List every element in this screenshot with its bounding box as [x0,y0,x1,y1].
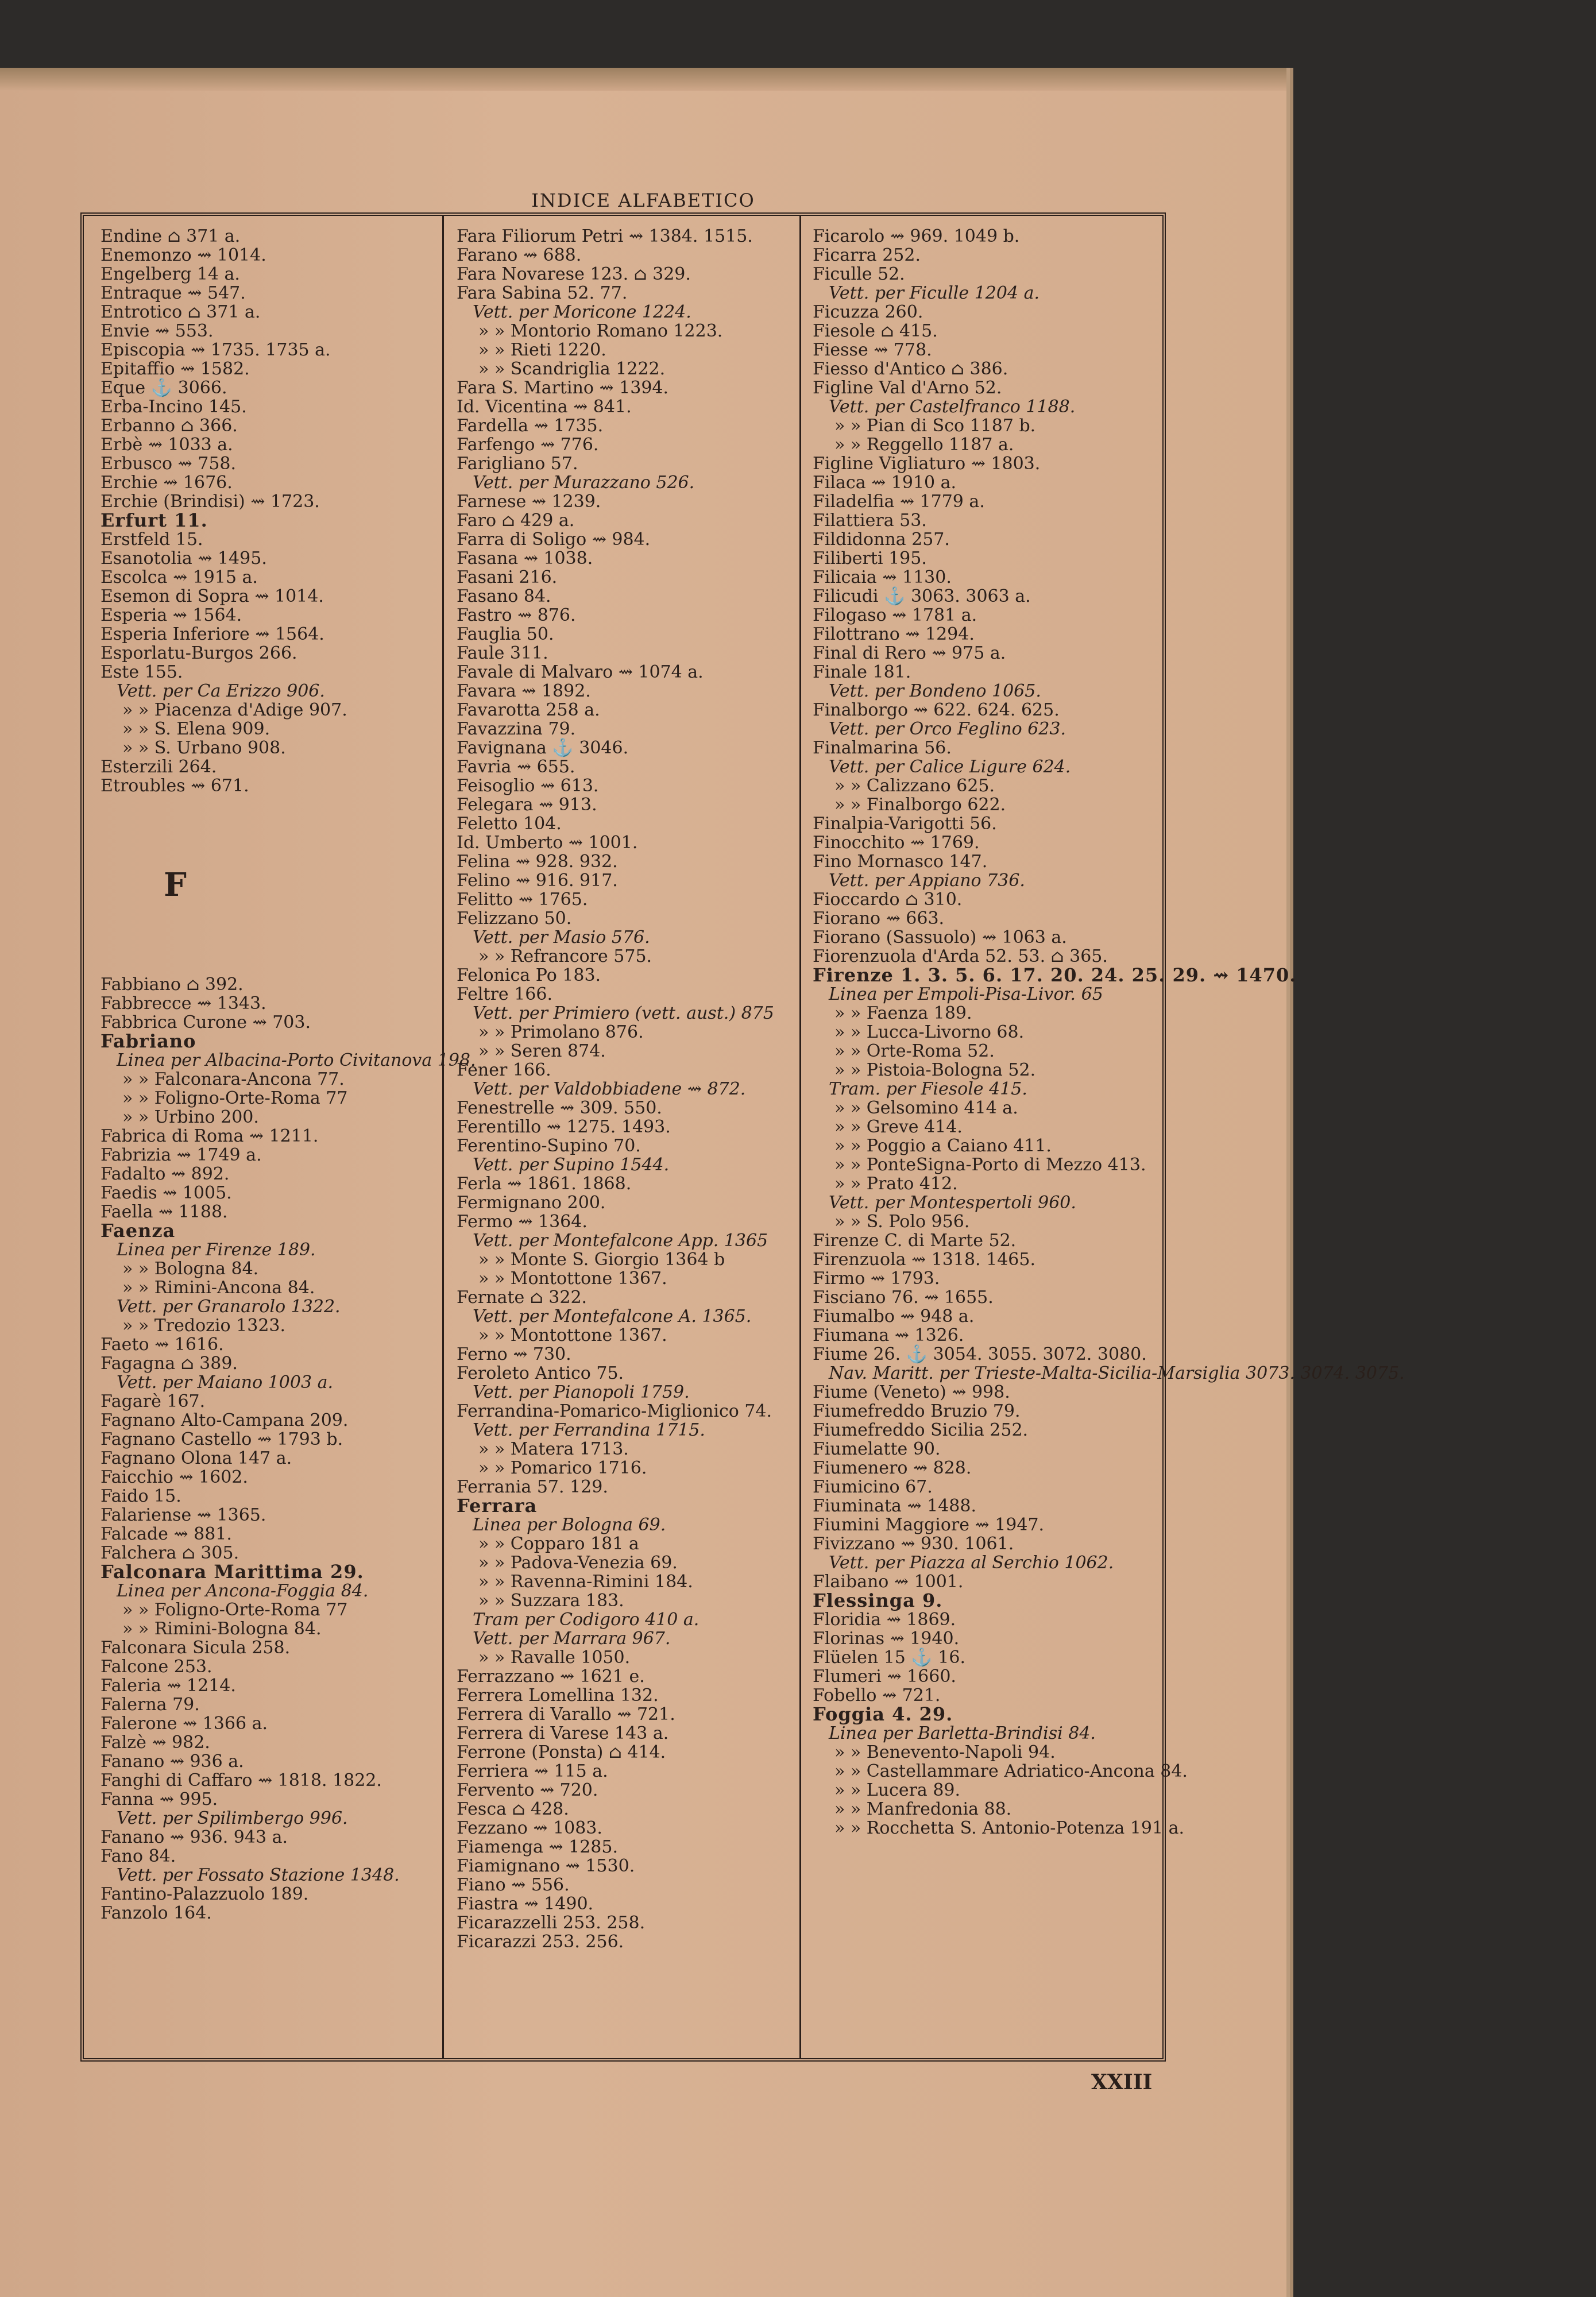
index-entry: Fermignano 200. [457,1193,606,1213]
index-entry: Ferrera Lomellina 132. [457,1685,659,1706]
index-entry: Falerna 79. [101,1695,200,1715]
index-entry: Felitto ⇝ 1765. [457,890,588,910]
index-entry: » » Rieti 1220. [478,340,606,360]
index-entry: Falchera ⌂ 305. [101,1543,239,1563]
index-entry: Eque ⚓ 3066. [101,378,227,398]
index-entry: Fastro ⇝ 876. [457,605,576,625]
index-entry: Figline Vigliaturo ⇝ 1803. [813,454,1041,474]
index-entry: Falconara Marittima 29. [101,1561,364,1583]
index-entry: Felino ⇝ 916. 917. [457,871,618,891]
index-entry: Ferla ⇝ 1861. 1868. [457,1174,632,1194]
index-entry: » » Tredozio 1323. [122,1316,286,1336]
index-entry: Feisoglio ⇝ 613. [457,776,599,796]
index-entry: Filottrano ⇝ 1294. [813,624,975,644]
index-entry: Ferrania 57. 129. [457,1477,608,1497]
index-entry: Favarotta 258 a. [457,700,600,720]
index-entry: Felegara ⇝ 913. [457,795,597,815]
index-entry: Finalpia-Varigotti 56. [813,814,997,834]
index-entry: Favria ⇝ 655. [457,757,575,777]
index-entry: Farnese ⇝ 1239. [457,492,601,512]
index-entry: Favignana ⚓ 3046. [457,738,629,758]
index-entry: Esterzili 264. [101,757,217,777]
index-entry: Vett. per Montefalcone App. 1365 [473,1231,768,1251]
index-entry: Finocchito ⇝ 1769. [813,833,980,853]
index-entry: Linea per Barletta-Brindisi 84. [829,1723,1096,1743]
index-entry: Envie ⇝ 553. [101,321,214,341]
index-entry: Engelberg 14 a. [101,264,240,284]
index-entry: Fiumelatte 90. [813,1439,941,1459]
index-entry: Fanzolo 164. [101,1903,212,1923]
index-entry: Erchie ⇝ 1676. [101,473,233,493]
index-entry: Feroleto Antico 75. [457,1363,624,1383]
index-entry: » » Ravenna-Rimini 184. [478,1572,693,1592]
index-entry: » » Reggello 1187 a. [834,435,1014,455]
index-entry: Ferrone (Ponsta) ⌂ 414. [457,1742,666,1762]
index-entry: Fiesso d'Antico ⌂ 386. [813,359,1008,379]
index-entry: Fezzano ⇝ 1083. [457,1818,602,1838]
index-entry: Fabrica di Roma ⇝ 1211. [101,1126,319,1146]
index-entry: » » S. Elena 909. [122,719,270,739]
index-entry: Ficarazzelli 253. 258. [457,1913,646,1933]
index-entry: » » Seren 874. [478,1041,606,1061]
index-entry: » » Urbino 200. [122,1107,259,1127]
index-entry: Fivizzano ⇝ 930. 1061. [813,1534,1014,1554]
index-entry: Linea per Bologna 69. [473,1515,666,1535]
index-entry: Filogaso ⇝ 1781 a. [813,605,977,625]
index-entry: Fiumenero ⇝ 828. [813,1458,972,1478]
index-entry: Episcopia ⇝ 1735. 1735 a. [101,340,331,360]
index-entry: » » Scandriglia 1222. [478,359,666,379]
index-entry: » » Matera 1713. [478,1439,629,1459]
index-entry: Vett. per Ficulle 1204 a. [829,283,1040,303]
index-entry: Flüelen 15 ⚓ 16. [813,1648,966,1668]
index-entry: Ficarra 252. [813,245,921,265]
index-entry: Favale di Malvaro ⇝ 1074 a. [457,662,704,682]
index-entry: Fanghi di Caffaro ⇝ 1818. 1822. [101,1770,382,1791]
index-entry: Fesca ⌂ 428. [457,1799,569,1819]
index-entry: Falconara Sicula 258. [101,1638,291,1658]
index-entry: Filicudi ⚓ 3063. 3063 a. [813,586,1031,606]
index-entry: Ficuzza 260. [813,302,923,322]
index-entry: Esperia ⇝ 1564. [101,605,242,625]
index-entry: Fioccardo ⌂ 310. [813,890,963,910]
index-entry: Vett. per Bondeno 1065. [829,681,1041,701]
index-entry: Vett. per Primiero (vett. aust.) 875 [473,1003,774,1023]
index-entry: Fanano ⇝ 936. 943 a. [101,1827,288,1847]
index-entry: Fiumicino 67. [813,1477,933,1497]
index-entry: » » Refrancore 575. [478,946,652,966]
index-entry: Fara Novarese 123. ⌂ 329. [457,264,691,284]
index-entry: Fiamignano ⇝ 1530. [457,1856,635,1876]
index-entry: Erbusco ⇝ 758. [101,454,237,474]
index-entry: Vett. per Piazza al Serchio 1062. [829,1553,1114,1573]
index-entry: Fasani 216. [457,567,558,587]
index-entry: Finalmarina 56. [813,738,952,758]
index-entry: Felizzano 50. [457,908,572,929]
index-entry: Ficulle 52. [813,264,905,284]
index-entry: Faido 15. [101,1486,181,1506]
index-entry: Enemonzo ⇝ 1014. [101,245,266,265]
index-entry: Etroubles ⇝ 671. [101,776,249,796]
index-entry: Fenestrelle ⇝ 309. 550. [457,1098,662,1118]
index-entry: Linea per Empoli-Pisa-Livor. 65 [829,984,1103,1004]
index-entry: Falerone ⇝ 1366 a. [101,1714,268,1734]
page-top-edge [0,68,1286,91]
index-entry: Faenza [101,1220,176,1242]
index-entry: » » Rimini-Bologna 84. [122,1619,322,1639]
index-entry: Fiumana ⇝ 1326. [813,1325,964,1345]
index-entry: Favara ⇝ 1892. [457,681,591,701]
index-entry: » » Benevento-Napoli 94. [834,1742,1056,1762]
index-entry: Ferentino-Supino 70. [457,1136,641,1156]
index-entry: » » Orte-Roma 52. [834,1041,995,1061]
index-entry: Fisciano 76. ⇝ 1655. [813,1287,994,1308]
index-entry: Fabriano [101,1030,196,1052]
section-letter: F [164,866,187,904]
index-entry: Farigliano 57. [457,454,578,474]
index-entry: » » Suzzara 183. [478,1591,624,1611]
index-entry: Esemon di Sopra ⇝ 1014. [101,586,324,606]
index-entry: Fiorano ⇝ 663. [813,908,945,929]
index-entry: Ferno ⇝ 730. [457,1344,571,1364]
index-entry: Falcone 253. [101,1657,212,1677]
index-entry: Vett. per Valdobbiadene ⇝ 872. [473,1079,746,1099]
index-entry: Fermo ⇝ 1364. [457,1212,588,1232]
index-entry: Faleria ⇝ 1214. [101,1676,236,1696]
index-entry: Vett. per Orco Feglino 623. [829,719,1066,739]
index-entry: » » Pomarico 1716. [478,1458,647,1478]
index-entry: Entraque ⇝ 547. [101,283,246,303]
index-column-2 [457,227,801,2053]
index-entry: Fiumini Maggiore ⇝ 1947. [813,1515,1045,1535]
index-entry: Vett. per Pianopoli 1759. [473,1382,690,1402]
index-entry: Fasana ⇝ 1038. [457,548,593,569]
index-entry: Vett. per Ferrandina 1715. [473,1420,705,1440]
index-entry: Fanano ⇝ 936 a. [101,1751,244,1772]
index-entry: Vett. per Moricone 1224. [473,302,691,322]
index-entry: Vett. per Supino 1544. [473,1155,670,1175]
index-entry: Ficarolo ⇝ 969. 1049 b. [813,226,1020,246]
index-entry: Farano ⇝ 688. [457,245,582,265]
index-entry: Tram. per Fiesole 415. [829,1079,1027,1099]
index-entry: » » Bologna 84. [122,1259,259,1279]
index-entry: Erbè ⇝ 1033 a. [101,435,233,455]
index-entry: Fino Mornasco 147. [813,852,988,872]
index-entry: » » Greve 414. [834,1117,963,1137]
index-entry: Fantino-Palazzuolo 189. [101,1884,309,1904]
index-entry: » » Lucca-Livorno 68. [834,1022,1025,1042]
index-entry: Linea per Ancona-Foggia 84. [117,1581,369,1601]
index-entry: Erfurt 11. [101,509,208,531]
index-entry: » » Faenza 189. [834,1003,972,1023]
index-entry: Vett. per Granarolo 1322. [117,1297,341,1317]
index-entry: » » Ravalle 1050. [478,1648,631,1668]
index-entry: Fervento ⇝ 720. [457,1780,598,1800]
index-entry: » » Foligno-Orte-Roma 77 [122,1088,348,1108]
index-entry: Fagnano Alto-Campana 209. [101,1410,349,1430]
index-entry: Fiuminata ⇝ 1488. [813,1496,977,1516]
index-entry: Flessinga 9. [813,1590,943,1611]
page-number: XXIII [1091,2070,1153,2094]
index-entry: Fiumefreddo Bruzio 79. [813,1401,1021,1421]
index-entry: Fasano 84. [457,586,551,606]
index-entry: » » Monte S. Giorgio 1364 b [478,1250,725,1270]
index-entry: Ferrandina-Pomarico-Miglionico 74. [457,1401,772,1421]
index-entry: Fara S. Martino ⇝ 1394. [457,378,669,398]
index-entry: Ferrazzano ⇝ 1621 e. [457,1666,645,1687]
index-entry: » » Poggio a Caiano 411. [834,1136,1052,1156]
index-entry: Fiesse ⇝ 778. [813,340,932,360]
index-entry: Vett. per Ca Erizzo 906. [117,681,325,701]
index-entry: Fadalto ⇝ 892. [101,1164,230,1184]
index-entry: Ficarazzi 253. 256. [457,1932,624,1952]
index-entry: Filicaia ⇝ 1130. [813,567,952,587]
index-entry: Foggia 4. 29. [813,1703,953,1725]
index-entry: Firenze C. di Marte 52. [813,1231,1017,1251]
index-entry: Vett. per Murazzano 526. [473,473,695,493]
index-entry: Final di Rero ⇝ 975 a. [813,643,1006,663]
index-entry: Fiumalbo ⇝ 948 a. [813,1306,975,1327]
index-entry: Fiorano (Sassuolo) ⇝ 1063 a. [813,927,1067,948]
index-column-3 [813,226,1405,2053]
index-entry: Farfengo ⇝ 776. [457,435,599,455]
index-entry: Fanna ⇝ 995. [101,1789,218,1809]
index-entry: Firmo ⇝ 1793. [813,1269,940,1289]
index-entry: » » Prato 412. [834,1174,958,1194]
index-column-1 [101,226,476,2053]
index-entry: Endine ⌂ 371 a. [101,226,241,246]
index-entry: Felina ⇝ 928. 932. [457,852,618,872]
index-entry: Fiumefreddo Sicilia 252. [813,1420,1029,1440]
index-entry: Linea per Albacina-Porto Civitanova 198. [117,1050,476,1070]
index-entry: Farra di Soligo ⇝ 984. [457,529,651,550]
index-entry: Firenze 1. 3. 5. 6. 17. 20. 24. 25. 29. ⇝ 1470. [813,964,1297,986]
index-entry: Vett. per Montefalcone A. 1365. [473,1306,752,1327]
index-entry: Favazzina 79. [457,719,576,739]
index-entry: Falariense ⇝ 1365. [101,1505,266,1525]
index-entry: Filaca ⇝ 1910 a. [813,473,957,493]
index-entry: Tram per Codigoro 410 a. [473,1610,700,1630]
index-entry: » » Copparo 181 a [478,1534,639,1554]
index-entry: Fabrizia ⇝ 1749 a. [101,1145,262,1165]
index-entry: Figline Val d'Arno 52. [813,378,1002,398]
index-entry: Fabbrecce ⇝ 1343. [101,993,266,1014]
index-entry: Fiamenga ⇝ 1285. [457,1837,619,1857]
index-entry: Flumeri ⇝ 1660. [813,1666,956,1687]
index-entry: Vett. per Maiano 1003 a. [117,1372,333,1393]
index-entry: Fildidonna 257. [813,529,950,550]
index-entry: Vett. per Fossato Stazione 1348. [117,1865,400,1885]
index-entry: Este 155. [101,662,183,682]
index-entry: Fiume (Veneto) ⇝ 998. [813,1382,1010,1402]
index-entry: Ferrera di Varese 143 a. [457,1723,669,1743]
index-entry: Vett. per Masio 576. [473,927,650,948]
index-entry: Fagagna ⌂ 389. [101,1354,238,1374]
index-entry: » » Lucera 89. [834,1780,961,1800]
index-entry: Fagarè 167. [101,1391,206,1412]
index-entry: Fabbrica Curone ⇝ 703. [101,1012,311,1033]
index-entry: Linea per Firenze 189. [117,1240,316,1260]
index-entry: Faeto ⇝ 1616. [101,1335,224,1355]
index-entry: » » Montorio Romano 1223. [478,321,723,341]
index-entry: Erchie (Brindisi) ⇝ 1723. [101,492,320,512]
index-entry: Fiastra ⇝ 1490. [457,1894,594,1914]
index-entry: Entrotico ⌂ 371 a. [101,302,261,322]
index-entry: Id. Umberto ⇝ 1001. [457,833,638,853]
index-entry: Vett. per Spilimbergo 996. [117,1808,348,1828]
index-entry: Fiume 26. ⚓ 3054. 3055. 3072. 3080. [813,1344,1147,1364]
index-entry: Flaibano ⇝ 1001. [813,1572,964,1592]
index-entry: Vett. per Marrara 967. [473,1629,671,1649]
index-entry: Fauglia 50. [457,624,554,644]
index-entry: Ferrara [457,1495,538,1517]
index-entry: » » Pian di Sco 1187 b. [834,416,1036,436]
index-entry: » » Rimini-Ancona 84. [122,1278,315,1298]
index-entry: Filadelfia ⇝ 1779 a. [813,492,985,512]
index-entry: Fardella ⇝ 1735. [457,416,604,436]
index-entry: Fara Filiorum Petri ⇝ 1384. 1515. [457,226,753,246]
index-entry: » » Calizzano 625. [834,776,995,796]
index-entry: Erstfeld 15. [101,529,203,550]
index-entry: Fiorenzuola d'Arda 52. 53. ⌂ 365. [813,946,1108,966]
index-entry: Faedis ⇝ 1005. [101,1183,232,1203]
index-entry: Falcade ⇝ 881. [101,1524,232,1544]
index-entry: » » Padova-Venezia 69. [478,1553,678,1573]
index-entry: » » Manfredonia 88. [834,1799,1012,1819]
index-entry: » » PonteSigna-Porto di Mezzo 413. [834,1155,1146,1175]
index-entry: » » Falconara-Ancona 77. [122,1069,345,1089]
index-entry: » » S. Polo 956. [834,1212,970,1232]
index-entry: Ferrera di Varallo ⇝ 721. [457,1704,675,1724]
index-entry: Finale 181. [813,662,911,682]
index-entry: Vett. per Calice Ligure 624. [829,757,1071,777]
index-entry: Fiesole ⌂ 415. [813,321,938,341]
index-entry: Vett. per Montespertoli 960. [829,1193,1076,1213]
index-entry: Finalborgo ⇝ 622. 624. 625. [813,700,1060,720]
index-entry: Erba-Incino 145. [101,397,247,417]
index-entry: » » Gelsomino 414 a. [834,1098,1018,1118]
index-entry: Vett. per Appiano 736. [829,871,1025,891]
index-entry: Faro ⌂ 429 a. [457,511,575,531]
index-entry: » » Montottone 1367. [478,1325,667,1345]
index-entry: Epitaffio ⇝ 1582. [101,359,250,379]
index-entry: Falzè ⇝ 982. [101,1733,210,1753]
index-entry: Fabbiano ⌂ 392. [101,975,244,995]
index-entry: Fiano ⇝ 556. [457,1875,570,1895]
index-entry: » » S. Urbano 908. [122,738,286,758]
index-entry: » » Piacenza d'Adige 907. [122,700,347,720]
index-entry: Nav. Maritt. per Trieste-Malta-Sicilia-Marsiglia 3073. 3074. 3075. [829,1363,1405,1383]
index-entry: » » Pistoia-Bologna 52. [834,1060,1036,1080]
index-entry: Fobello ⇝ 721. [813,1685,941,1706]
index-entry: » » Finalborgo 622. [834,795,1006,815]
index-entry: Fagnano Castello ⇝ 1793 b. [101,1429,343,1449]
index-entry: Faule 311. [457,643,548,663]
index-entry: Feletto 104. [457,814,562,834]
index-entry: Florinas ⇝ 1940. [813,1629,960,1649]
index-entry: Faella ⇝ 1188. [101,1202,228,1222]
index-entry: Esperia Inferiore ⇝ 1564. [101,624,324,644]
index-entry: Firenzuola ⇝ 1318. 1465. [813,1250,1036,1270]
index-entry: Fernate ⌂ 322. [457,1287,588,1308]
index-entry: Esporlatu-Burgos 266. [101,643,297,663]
index-entry: Esanotolia ⇝ 1495. [101,548,267,569]
index-entry: Feltre 166. [457,984,553,1004]
index-entry: Floridia ⇝ 1869. [813,1610,956,1630]
index-entry: » » Rocchetta S. Antonio-Potenza 191 a. [834,1818,1185,1838]
index-entry: Fener 166. [457,1060,551,1080]
running-header: INDICE ALFABETICO [531,190,755,211]
index-entry: Erbanno ⌂ 366. [101,416,238,436]
index-entry: » » Montottone 1367. [478,1269,667,1289]
index-entry: Filiberti 195. [813,548,927,569]
index-entry: Vett. per Castelfranco 1188. [829,397,1076,417]
index-entry: » » Foligno-Orte-Roma 77 [122,1600,348,1620]
index-entry: Fagnano Olona 147 a. [101,1448,292,1468]
index-entry: Felonica Po 183. [457,965,601,985]
index-entry: » » Primolano 876. [478,1022,644,1042]
index-entry: » » Castellammare Adriatico-Ancona 84. [834,1761,1188,1781]
index-entry: Ferriera ⇝ 115 a. [457,1761,608,1781]
index-entry: Filattiera 53. [813,511,927,531]
index-entry: Fara Sabina 52. 77. [457,283,628,303]
index-entry: Fano 84. [101,1846,176,1866]
index-entry: Escolca ⇝ 1915 a. [101,567,258,587]
index-entry: Id. Vicentina ⇝ 841. [457,397,632,417]
index-entry: Faicchio ⇝ 1602. [101,1467,248,1487]
index-entry: Ferentillo ⇝ 1275. 1493. [457,1117,671,1137]
